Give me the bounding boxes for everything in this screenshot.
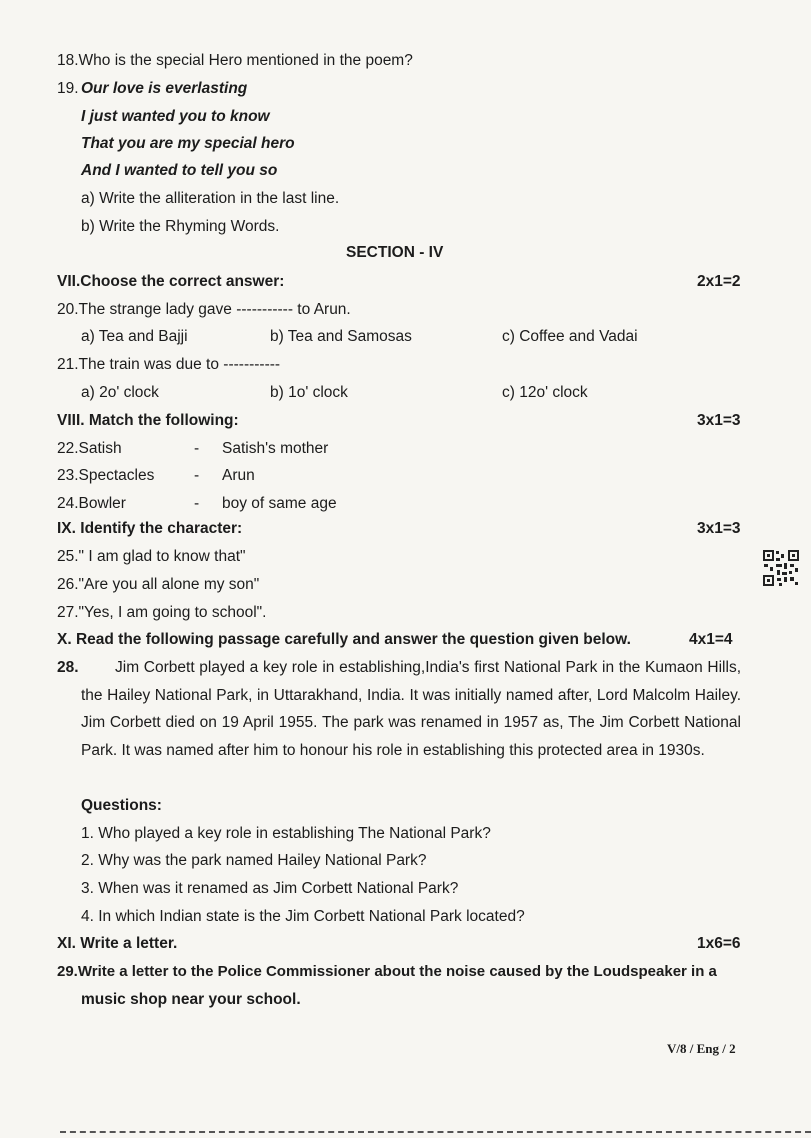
question-21: 21.The train was due to ----------- — [57, 356, 281, 373]
poem-line-3: That you are my special hero — [81, 135, 295, 152]
match-dash-22: - — [194, 440, 200, 457]
section-title: SECTION - IV — [346, 244, 444, 261]
question-19b: b) Write the Rhyming Words. — [81, 218, 280, 235]
section-ix-heading: IX. Identify the character: — [57, 520, 243, 537]
passage-question-4: 4. In which Indian state is the Jim Corbett National Park located? — [81, 908, 525, 925]
questions-label: Questions: — [81, 797, 162, 814]
poem-line-2: I just wanted you to know — [81, 108, 270, 125]
question-20: 20.The strange lady gave ----------- to Arun. — [57, 301, 351, 318]
section-x-heading: X. Read the following passage carefully and answer the question given below. — [57, 631, 631, 648]
question-29-line-1: 29.Write a letter to the Police Commissioner about the noise caused by the Loudspeaker in a — [57, 963, 717, 980]
match-left-22: 22.Satish — [57, 440, 122, 457]
qr-code-icon — [762, 549, 800, 587]
match-left-24: 24.Bowler — [57, 495, 126, 512]
question-19-number: 19. — [57, 80, 79, 97]
page-footer: V/8 / Eng / 2 — [667, 1041, 736, 1056]
section-viii-heading: VIII. Match the following: — [57, 412, 239, 429]
question-28-number: 28. — [57, 659, 79, 676]
section-x-marks: 4x1=4 — [689, 631, 733, 648]
question-25: 25." I am glad to know that" — [57, 548, 246, 565]
q21-option-b: b) 1o' clock — [270, 384, 348, 401]
section-vii-marks: 2x1=2 — [697, 273, 741, 290]
section-viii-marks: 3x1=3 — [697, 412, 741, 429]
q20-option-a: a) Tea and Bajji — [81, 328, 188, 345]
q20-option-b: b) Tea and Samosas — [270, 328, 412, 345]
match-right-22: Satish's mother — [222, 440, 329, 457]
passage-question-3: 3. When was it renamed as Jim Corbett National Park? — [81, 880, 459, 897]
show-through-artifact — [330, 85, 336, 111]
poem-line-1: Our love is everlasting — [81, 80, 248, 97]
poem-line-4: And I wanted to tell you so — [81, 162, 278, 179]
question-18: 18.Who is the special Hero mentioned in the poem? — [57, 52, 413, 69]
match-right-23: Arun — [222, 467, 255, 484]
match-left-23: 23.Spectacles — [57, 467, 155, 484]
passage-text — [81, 654, 741, 764]
section-xi-marks: 1x6=6 — [697, 935, 741, 952]
section-xi-heading: XI. Write a letter. — [57, 935, 178, 952]
q21-option-a: a) 2o' clock — [81, 384, 159, 401]
section-ix-marks: 3x1=3 — [697, 520, 741, 537]
question-29-line-2: music shop near your school. — [81, 991, 301, 1008]
match-dash-24: - — [194, 495, 200, 512]
passage-question-2: 2. Why was the park named Hailey National Park? — [81, 852, 427, 869]
match-dash-23: - — [194, 467, 200, 484]
question-19a: a) Write the alliteration in the last line. — [81, 190, 340, 207]
q21-option-c: c) 12o' clock — [502, 384, 588, 401]
section-vii-heading: VII.Choose the correct answer: — [57, 273, 285, 290]
question-27: 27."Yes, I am going to school". — [57, 604, 267, 621]
match-right-24: boy of same age — [222, 495, 337, 512]
passage-question-1: 1. Who played a key role in establishing The National Park? — [81, 825, 491, 842]
bottom-border — [60, 1131, 811, 1133]
q20-option-c: c) Coffee and Vadai — [502, 328, 638, 345]
question-26: 26."Are you all alone my son" — [57, 576, 260, 593]
passage-body: Jim Corbett played a key role in establishing,India's first National Park in the Kumaon Hills, the Hailey National Park, in Uttarakhand, India. It was initially named after, Lord Malcolm Hailey. Jim Corbett died on 19 April 1955. The park was renamed in 1957 as, The Jim Corbett National Park. It was named after him to honour his role in establishing this protected area in 1930s. — [81, 659, 741, 759]
